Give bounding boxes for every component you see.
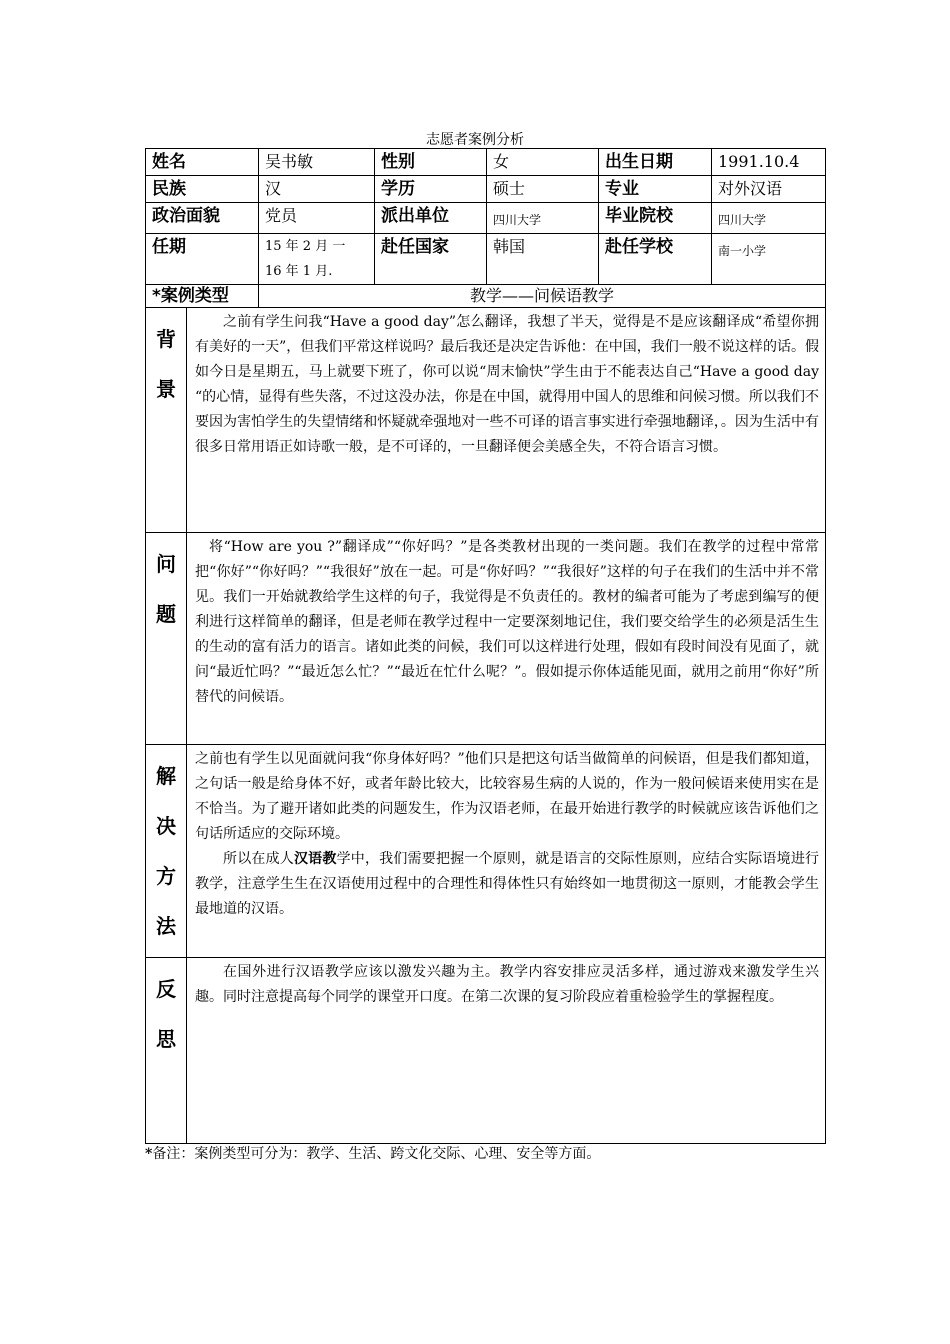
birth-value: 1991.10.4 bbox=[712, 149, 826, 176]
case-analysis-table bbox=[145, 148, 826, 1144]
solution-label bbox=[146, 745, 187, 958]
country-label: 赴任国家 bbox=[375, 234, 487, 285]
background-paragraph: 之前有学生问我“Have a good day”怎么翻译，我想了半天，觉得是不是应该翻译成“希望你拥有美好的一天”，但我们平常这样说吗？最后我还是决定告诉他：在中国，我们一般不说这样的话。假如今日是星期五，马上就要下班了，你可以说“周末愉快”学生由于不能表达自己“Have a good day “的心情，显得有些失落，不过这没办法，你是在中国，就得用中国人的思维和问候习惯。所以我们不要因为害怕学生的失望情绪和怀疑就牵强地对一些不可译的语言事实进行牵强地翻译，。因为生活中有很多日常用语正如诗歌一般，是不可译的，一旦翻译便会美感全失，不符合语言习惯。 bbox=[195, 314, 819, 455]
graduate-label: 毕业院校 bbox=[599, 203, 712, 234]
solution-label-char-3: 方 bbox=[156, 864, 176, 888]
education-value: 硕士 bbox=[487, 176, 599, 203]
reflection-label bbox=[146, 958, 187, 1144]
problem-label-char-1: 问 bbox=[156, 552, 176, 576]
political-label: 政治面貌 bbox=[146, 203, 259, 234]
school-label: 赴任学校 bbox=[599, 234, 712, 285]
dispatch-value: 四川大学 bbox=[487, 203, 599, 234]
problem-content bbox=[187, 533, 826, 745]
solution-paragraph-2-post: 学中，我们需要把握一个原则，就是语言的交际性原则，应结合实际语境进行教学，注意学生生在汉语使用过程中的合理性和得体性只有始终如一地贯彻这一原则，才能教会学生最地道的汉语。 bbox=[195, 851, 820, 917]
info-row-1 bbox=[146, 149, 826, 176]
problem-label-char-2: 题 bbox=[156, 602, 176, 626]
graduate-value: 四川大学 bbox=[712, 203, 826, 234]
problem-paragraph: 将“How are you ?”翻译成”“你好吗？”是各类教材出现的一类问题。我们在教学的过程中常常把“你好”“你好吗？”“我很好”放在一起。可是“你好吗？”“我很好”这样的句子在我们的生活中并不常见。我们一开始就教给学生这样的句子，我觉得是不负责任的。教材的编者可能为了考虑到编写的便利进行这样简单的翻译，但是老师在教学过程中一定要深刻地记住，我们要交给学生的必须是活生生的生动的富有活力的语言。诸如此类的问候，我们可以这样进行处理，假如有段时间没有见面了，就问“最近忙吗？”“最近怎么忙？”“最近在忙什么呢？”。假如提示你体适能见面，就用之前用“你好”所替代的问候语。 bbox=[195, 539, 819, 705]
background-label bbox=[146, 308, 187, 533]
solution-label-char-2: 决 bbox=[156, 814, 176, 838]
solution-paragraph-1: 之前也有学生以见面就问我“你身体好吗？”他们只是把这句话当做简单的问候语，但是我们都知道，之句话一般是给身体不好，或者年龄比较大，比较容易生病的人说的，作为一般问候语来使用实在是不恰当。为了避开诸如此类的问题发生，作为汉语老师，在最开始进行教学的时候就应该告诉他们之句话所适应的交际环境。 bbox=[195, 751, 819, 842]
document-title: 志愿者案例分析 bbox=[426, 132, 524, 148]
info-row-4 bbox=[146, 234, 826, 285]
background-label-char-2: 景 bbox=[156, 377, 176, 401]
country-value: 韩国 bbox=[487, 234, 599, 285]
school-value: 南一小学 bbox=[712, 234, 826, 285]
background-content bbox=[187, 308, 826, 533]
footnote bbox=[145, 1143, 600, 1163]
major-value: 对外汉语 bbox=[712, 176, 826, 203]
gender-value: 女 bbox=[487, 149, 599, 176]
dispatch-label: 派出单位 bbox=[375, 203, 487, 234]
case-type-label: *案例类型 bbox=[146, 285, 259, 308]
reflection-content bbox=[187, 958, 826, 1144]
background-label-char-1: 背 bbox=[156, 327, 176, 351]
education-label: 学历 bbox=[375, 176, 487, 203]
ethnicity-label: 民族 bbox=[146, 176, 259, 203]
name-value: 吴书敏 bbox=[259, 149, 375, 176]
name-label: 姓名 bbox=[146, 149, 259, 176]
term-label: 任期 bbox=[146, 234, 259, 285]
reflection-row bbox=[146, 958, 826, 1144]
reflection-label-char-2: 思 bbox=[156, 1027, 176, 1051]
problem-label bbox=[146, 533, 187, 745]
solution-paragraph-2-bold: 汉语教 bbox=[293, 851, 337, 867]
solution-label-char-4: 法 bbox=[156, 914, 176, 938]
info-row-2 bbox=[146, 176, 826, 203]
problem-row bbox=[146, 533, 826, 745]
solution-row bbox=[146, 745, 826, 958]
reflection-label-char-1: 反 bbox=[156, 977, 176, 1001]
reflection-paragraph: 在国外进行汉语教学应该以激发兴趣为主。教学内容安排应灵活多样，通过游戏来激发学生兴趣。同时注意提高每个同学的课堂开口度。在第二次课的复习阶段应着重检验学生的掌握程度。 bbox=[195, 964, 819, 1005]
footnote-text: 备注：案例类型可分为：教学、生活、跨文化交际、心理、安全等方面。 bbox=[152, 1146, 601, 1162]
term-line-1: 15 年 2 月 一 bbox=[265, 239, 346, 254]
info-row-3 bbox=[146, 203, 826, 234]
ethnicity-value: 汉 bbox=[259, 176, 375, 203]
case-type-row bbox=[146, 285, 826, 308]
solution-content bbox=[187, 745, 826, 958]
solution-label-char-1: 解 bbox=[156, 764, 176, 788]
term-value bbox=[259, 234, 375, 285]
case-type-value: 教学——问候语教学 bbox=[259, 285, 826, 308]
footnote-star: * bbox=[145, 1146, 153, 1162]
major-label: 专业 bbox=[599, 176, 712, 203]
solution-paragraph-2 bbox=[195, 847, 819, 922]
birth-label: 出生日期 bbox=[599, 149, 712, 176]
solution-paragraph-2-pre: 所以在成人 bbox=[223, 851, 294, 867]
gender-label: 性别 bbox=[375, 149, 487, 176]
political-value: 党员 bbox=[259, 203, 375, 234]
background-row bbox=[146, 308, 826, 533]
term-line-2: 16 年 1 月. bbox=[265, 264, 333, 279]
